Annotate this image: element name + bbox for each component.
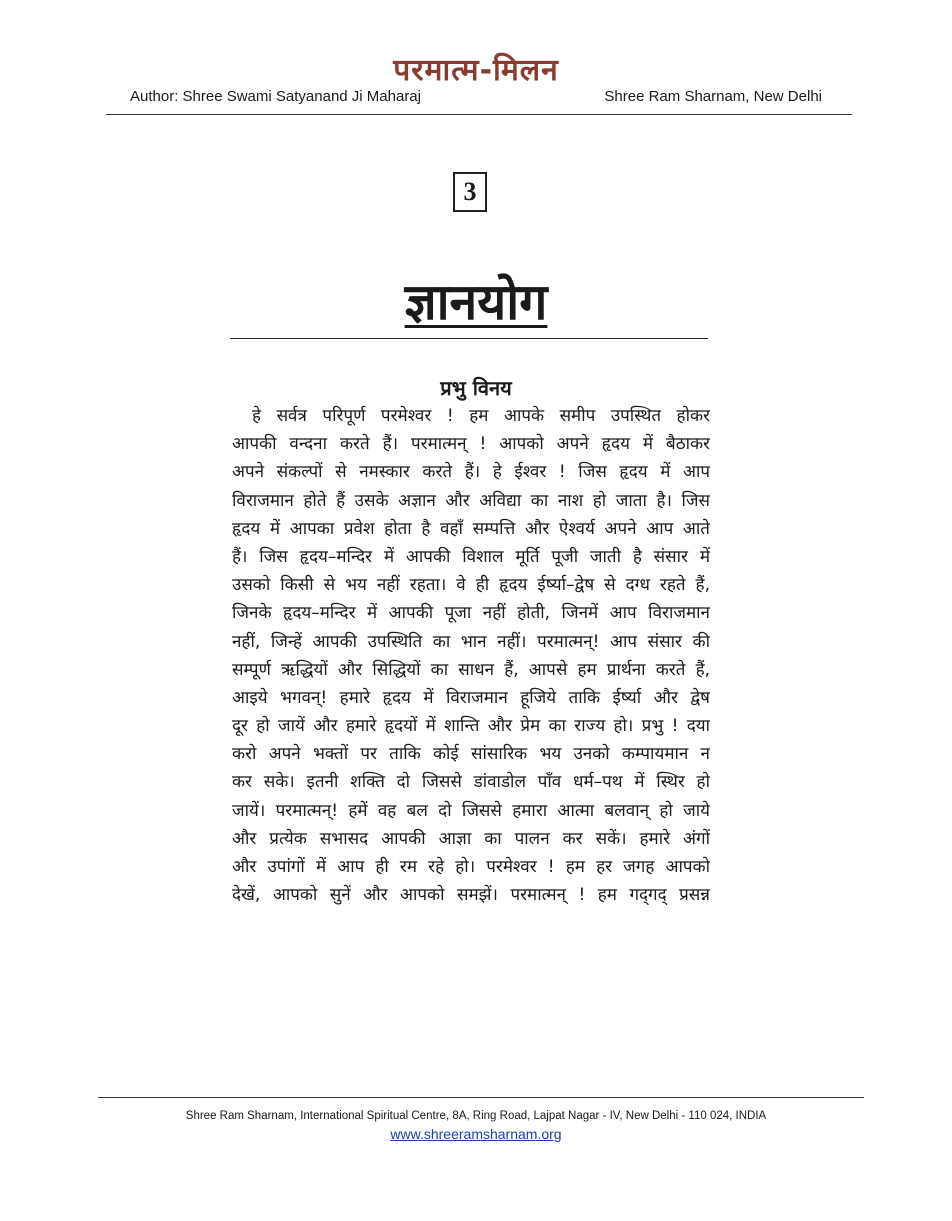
section-heading: प्रभु विनय (440, 376, 512, 400)
text-line: नहीं, जिन्हें आपकी उपस्थिति का भान नहीं। परमात्मन्! आप संसार की (232, 631, 710, 652)
text-line: हे सर्वत्र परिपूर्ण परमेश्वर ! हम आपके समीप उपस्थित होकर (252, 406, 710, 426)
author-line: Author: Shree Swami Satyanand Ji Maharaj (130, 88, 421, 105)
chapter-title: ज्ञानयोग (404, 273, 548, 331)
publisher-line: Shree Ram Sharnam, New Delhi (604, 88, 822, 105)
footer-address: Shree Ram Sharnam, International Spiritual Centre, 8A, Ring Road, Lajpat Nagar - IV, New Delhi - 110 024, INDIA (185, 1110, 767, 1122)
text-line: आपकी वन्दना करते हैं। परमात्मन् ! आपको अपने हृदय में बैठाकर (232, 434, 710, 455)
text-line: और प्रत्येक सभासद आपकी आज्ञा का पालन कर सकें। हमारे अंगों (232, 828, 710, 849)
title-divider (230, 338, 708, 339)
text-line: देखें, आपको सुनें और आपको समझें। परमात्मन् ! हम गद्‌गद् प्रसन्न (232, 885, 710, 906)
book-title: परमात्म-मिलन (393, 53, 559, 88)
text-line: करो अपने भक्तों पर ताकि कोई सांसारिक भय उनको कम्पायमान न (232, 744, 710, 765)
header-divider (106, 114, 852, 115)
text-line: जायें। परमात्मन्! हमें वह बल दो जिससे हमारा आत्मा बलवान् हो जाये (232, 800, 710, 821)
text-line: सम्पूर्ण ऋद्धियों और सिद्धियों का साधन हैं, आपसे हम प्रार्थना करते हैं, (232, 659, 710, 680)
text-line: उसको किसी से भय नहीं रहता। वे ही हृदय ईर्ष्या–द्वेष से दग्ध रहते हैं, (232, 575, 710, 596)
text-line: विराजमान होते हैं उसके अज्ञान और अविद्या का नाश हो जाता है। जिस (232, 490, 710, 511)
text-line: जिनके हृदय–मन्दिर में आपकी पूजा नहीं होती, जिनमें आप विराजमान (232, 603, 710, 624)
text-line: हृदय में आपका प्रवेश होता है वहाँ सम्पत्ति और ऐश्वर्य अपने आप आते (232, 518, 710, 539)
text-line: अपने संकल्पों से नमस्कार करते हैं। हे ईश्वर ! जिस हृदय में आप (232, 462, 710, 483)
text-line: आइये भगवन्! हमारे हृदय में विराजमान हूजिये ताकि ईर्ष्या और द्वेष (232, 687, 710, 708)
body-text (232, 402, 710, 909)
text-line: दूर हो जायें और हमारे हृदयों में शान्ति और प्रेम का राज्य हो। प्रभु ! दया (232, 716, 710, 737)
chapter-number: 3 (453, 172, 487, 212)
website-link[interactable]: www.shreeramsharnam.org (390, 1126, 562, 1142)
footer-divider (98, 1097, 864, 1098)
text-line: कर सके। इतनी शक्ति दो जिससे डांवाडोल पाँव धर्म–पथ में स्थिर हो (232, 772, 710, 793)
text-line: और उपांगों में आप ही रम रहे हो। परमेश्वर ! हम हर जगह आपको (232, 857, 710, 877)
text-line: हैं। जिस हृदय–मन्दिर में आपकी विशाल मूर्ति पूजी जाती है संसार में (232, 546, 710, 567)
